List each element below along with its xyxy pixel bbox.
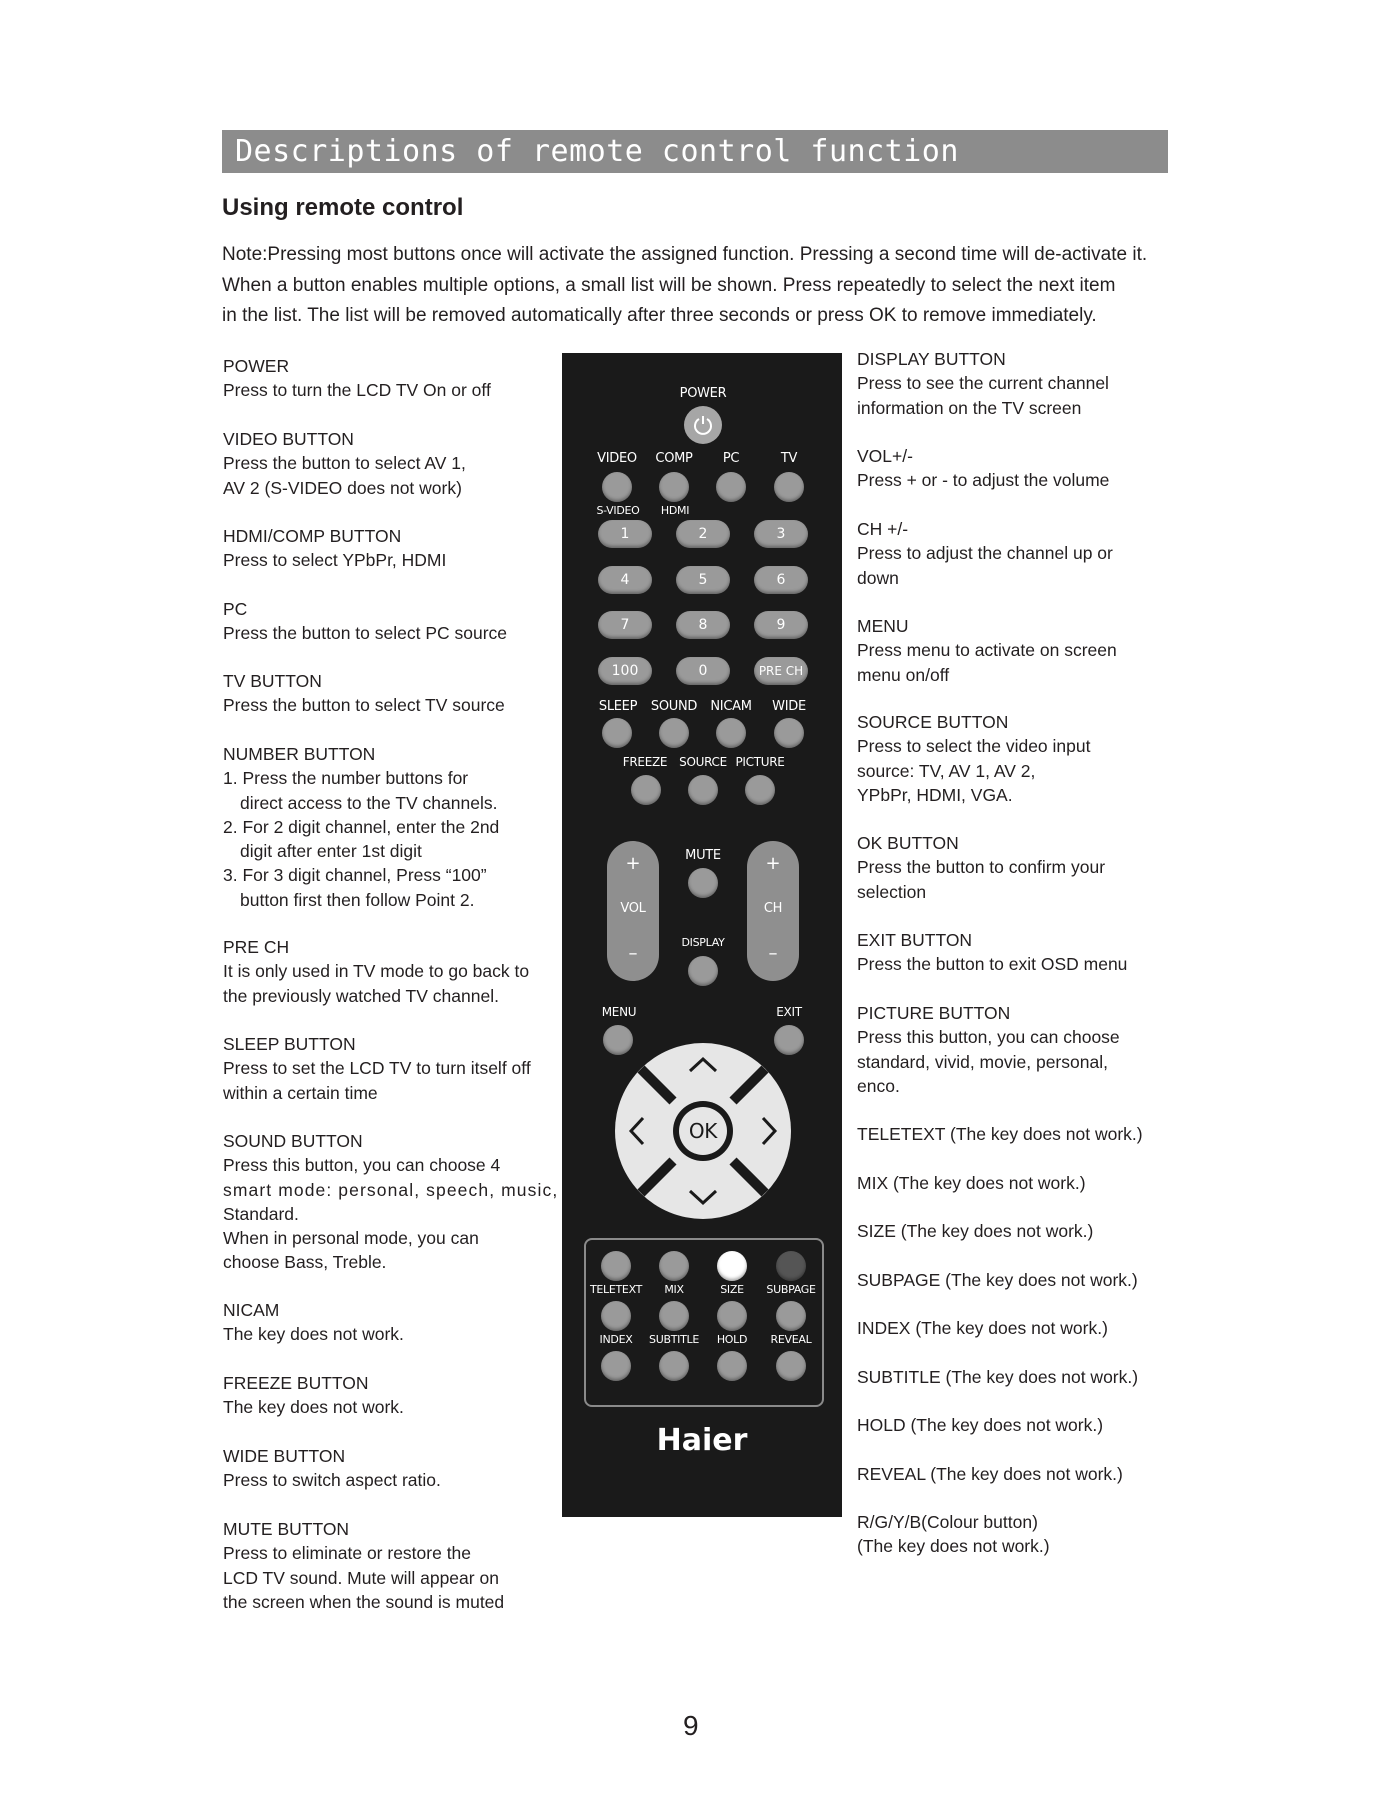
entry-title: NICAM [223,1300,280,1320]
nicam-description [223,1298,563,1371]
number-description [223,742,563,935]
freeze-label: FREEZE [622,755,668,769]
number-button-9: 9 [754,611,808,639]
hold-label: HOLD [716,1333,748,1346]
mute-description [223,1517,563,1614]
pc-description [223,597,563,669]
svideo-label: S-VIDEO [596,504,640,517]
entry-text: selection [857,881,927,902]
entry-text: SUBTITLE (The key does not work.) [857,1366,1139,1387]
entry-text: Press to set the LCD TV to turn itself off [223,1058,531,1079]
freeze-button [631,775,661,805]
entry-text: 3. For 3 digit channel, Press “100” [223,865,487,886]
number-button-6: 6 [754,566,808,594]
entry-text: button first then follow Point 2. [240,889,475,910]
entry-text: down [857,567,899,588]
entry-text: MIX (The key does not work.) [857,1172,1086,1193]
entry-text: information on the TV screen [857,397,1082,418]
entry-title: PC [223,599,248,619]
entry-text: enco. [857,1075,900,1096]
entry-text: TELETEXT (The key does not work.) [857,1124,1143,1144]
number-button-3: 3 [754,520,808,548]
picture-description [857,1001,1187,1122]
reveal-button [776,1351,806,1381]
number-button-7: 7 [598,611,652,639]
entry-text: Press to adjust the channel up or [857,543,1113,564]
sound-button [659,718,689,748]
reveal-label: REVEAL [770,1333,812,1346]
entry-text: Standard. [223,1203,299,1224]
source-button [688,775,718,805]
entry-title: NUMBER BUTTON [223,744,376,764]
note-line: Note:Pressing most buttons once will activate the assigned function. Pressing a second time will de-activate it. [222,244,1148,265]
entry-title: SLEEP BUTTON [223,1034,356,1054]
display-button [688,956,718,986]
sleep-label: SLEEP [598,699,638,714]
teletext-button [601,1301,631,1331]
entry-text: Press to switch aspect ratio. [223,1470,441,1491]
plus-icon: + [765,853,781,874]
tv-description [223,669,563,742]
tv-label: TV [780,451,798,466]
entry-text: within a certain time [223,1082,378,1103]
index-button [601,1351,631,1381]
entry-text: Press this button, you can choose [857,1027,1120,1048]
sleep-description [223,1032,563,1129]
usage-note [222,240,1182,332]
entry-title: MENU [857,616,909,636]
vol-description [857,444,1187,517]
entry-text: the screen when the sound is muted [223,1591,505,1612]
ch-label: CH [763,901,783,916]
minus-icon: – [768,943,778,964]
entry-text: the previously watched TV channel. [223,985,499,1006]
exit-description [857,928,1187,1001]
page-number: 9 [683,1710,699,1741]
entry-text: Press the button to exit OSD menu [857,954,1128,975]
entry-text: Press to select YPbPr, HDMI [223,550,447,571]
blue-button [776,1251,806,1281]
ok-description [857,831,1187,928]
yellow-button [717,1251,747,1281]
entry-title: EXIT BUTTON [857,930,973,950]
nicam-label: NICAM [710,699,752,714]
wide-button [774,718,804,748]
entry-text: 2. For 2 digit channel, enter the 2nd [223,816,500,837]
entry-title: POWER [223,356,290,376]
entry-text: digit after enter 1st digit [240,841,422,862]
comp-button [659,472,689,502]
entry-text: Press + or - to adjust the volume [857,470,1110,491]
comp-label: COMP [655,451,693,466]
subpage-label: SUBPAGE [766,1283,816,1296]
entry-title: WIDE BUTTON [223,1446,346,1466]
entry-title: SOURCE BUTTON [857,712,1009,732]
subtitle-description [857,1365,1187,1414]
pc-label: PC [722,451,740,466]
entry-text: INDEX (The key does not work.) [857,1318,1108,1338]
pc-button [716,472,746,502]
entry-text: AV 2 (S-VIDEO does not work) [223,477,462,498]
size-description [857,1219,1187,1268]
number-button-100: 100 [598,657,652,685]
exit-label: EXIT [776,1005,802,1019]
tv-button [774,472,804,502]
green-button [659,1251,689,1281]
red-button [601,1251,631,1281]
entry-text: Press to turn the LCD TV On or off [223,380,491,401]
entry-title: TV BUTTON [223,671,322,691]
entry-title: VOL+/- [857,446,913,466]
display-description [857,347,1187,444]
entry-title: MUTE BUTTON [223,1519,350,1539]
hold-button [717,1351,747,1381]
entry-title: DISPLAY BUTTON [857,349,1006,369]
power-icon [692,414,714,436]
entry-text: When in personal mode, you can [223,1228,479,1249]
minus-icon: – [628,943,638,964]
entry-text: Press to select the video input [857,736,1091,757]
entry-text: Press to eliminate or restore the [223,1543,472,1564]
section-header-bar [222,130,1168,173]
entry-title: FREEZE BUTTON [223,1373,369,1393]
entry-text: REVEAL (The key does not work.) [857,1463,1123,1484]
entry-text: SUBPAGE (The key does not work.) [857,1269,1138,1290]
power-label: POWER [679,386,727,401]
prech-description [223,935,563,1032]
subpage-button [776,1301,806,1331]
reveal-description [857,1462,1187,1511]
entry-text: Press the button to select PC source [223,623,508,644]
video-button [602,472,632,502]
entry-text: HOLD (The key does not work.) [857,1415,1104,1435]
entry-text: R/G/Y/B(Colour button) [857,1512,1038,1532]
size-label: SIZE [720,1283,744,1296]
remote-control-illustration [562,353,842,1517]
subpage-description [857,1268,1187,1317]
entry-title: SOUND BUTTON [223,1131,363,1151]
entry-text: choose Bass, Treble. [223,1252,387,1273]
entry-text: Press the button to confirm your [857,857,1106,878]
sleep-button [602,718,632,748]
mix-button [659,1301,689,1331]
wide-description [223,1444,563,1517]
entry-text: It is only used in TV mode to go back to [223,961,530,982]
size-button [717,1301,747,1331]
entry-title: CH +/- [857,519,909,539]
left-descriptions [223,354,563,1614]
note-line: When a button enables multiple options, a small list will be shown. Press repeatedly to select the next item [222,274,1116,296]
entry-text: The key does not work. [223,1397,404,1418]
right-descriptions [857,347,1187,1559]
plus-icon: + [625,853,641,874]
entry-title: HDMI/COMP BUTTON [223,526,402,546]
colour-description [857,1510,1187,1559]
mix-label: MIX [664,1283,684,1296]
index-label: INDEX [599,1333,633,1346]
video-label: VIDEO [597,451,637,466]
entry-text: Press menu to activate on screen [857,640,1117,661]
mix-description [857,1171,1187,1220]
hold-description [857,1413,1187,1462]
menu-label: MENU [601,1005,637,1019]
entry-text: The key does not work. [223,1324,404,1345]
freeze-description [223,1371,563,1444]
subtitle-button [659,1351,689,1381]
entry-text: SIZE (The key does not work.) [857,1221,1094,1241]
prech-button: PRE CH [754,657,808,685]
power-description [223,354,563,427]
entry-text: YPbPr, HDMI, VGA. [857,784,1013,805]
source-label: SOURCE [679,755,727,769]
hdmi-comp-description [223,524,563,597]
entry-text: source: TV, AV 1, AV 2, [857,760,1036,781]
display-label: DISPLAY [681,936,725,949]
wide-label: WIDE [772,699,806,714]
nicam-button [716,718,746,748]
source-description [857,710,1187,831]
entry-text: menu on/off [857,664,950,685]
sound-label: SOUND [650,699,698,714]
entry-text: LCD TV sound. Mute will appear on [223,1567,499,1588]
section-header-title: Descriptions of remote control function [235,134,959,169]
teletext-description [857,1122,1187,1171]
entry-title: OK BUTTON [857,833,959,853]
power-button [684,406,722,444]
entry-title: PICTURE BUTTON [857,1003,1011,1023]
subtitle-label: SUBTITLE [649,1333,699,1346]
entry-text: direct access to the TV channels. [240,792,498,813]
hdmi-label: HDMI [660,504,690,517]
sound-description [223,1129,563,1298]
channel-rocker [747,841,799,981]
entry-text: Press to see the current channel [857,373,1109,394]
section-subtitle: Using remote control [222,194,464,221]
picture-button [745,775,775,805]
number-button-0: 0 [676,657,730,685]
entry-text: (The key does not work.) [857,1536,1050,1557]
number-button-5: 5 [676,566,730,594]
number-button-1: 1 [598,520,652,548]
entry-text: Press this button, you can choose 4 [223,1155,501,1176]
entry-text: Press the button to select AV 1, [223,453,466,474]
entry-title: PRE CH [223,937,290,957]
number-button-4: 4 [598,566,652,594]
entry-title: VIDEO BUTTON [223,429,354,449]
ok-label: OK [688,1119,718,1143]
note-line: in the list. The list will be removed automatically after three seconds or press OK to remove immediately. [222,305,1097,326]
mute-button [688,868,718,898]
ch-description [857,517,1187,614]
vol-label: VOL [620,901,646,916]
entry-text: standard, vivid, movie, personal, [857,1051,1108,1072]
number-button-2: 2 [676,520,730,548]
entry-text: Press the button to select TV source [223,695,505,716]
entry-text: 1. Press the number buttons for [223,768,469,789]
entry-text: smart mode: personal, speech, music, [223,1179,559,1200]
teletext-label: TELETEXT [589,1283,643,1296]
volume-rocker [607,841,659,981]
mute-label: MUTE [685,848,721,863]
brand-logo: Haier [656,1423,748,1458]
picture-label: PICTURE [735,755,785,769]
menu-description [857,614,1187,710]
number-button-8: 8 [676,611,730,639]
index-description [857,1316,1187,1365]
video-description [223,427,563,524]
